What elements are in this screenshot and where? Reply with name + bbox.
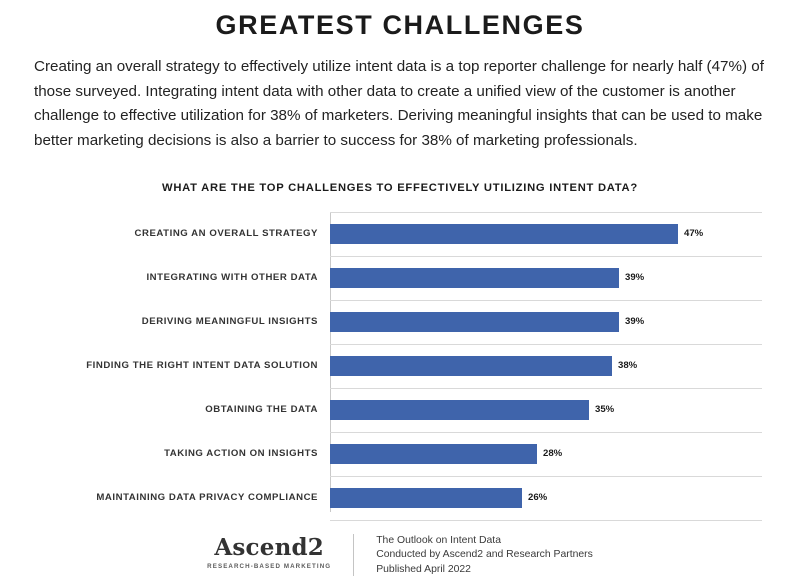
chart-bar-area bbox=[330, 388, 800, 432]
chart-category-label: INTEGRATING WITH OTHER DATA bbox=[146, 272, 318, 283]
footer-line-3: Published April 2022 bbox=[376, 564, 471, 576]
chart-bar-value: 26% bbox=[528, 492, 548, 503]
chart-bar-area bbox=[330, 256, 800, 300]
chart-category-label: OBTAINING THE DATA bbox=[205, 404, 318, 415]
chart-bar bbox=[330, 224, 678, 244]
chart-bar-area bbox=[330, 432, 800, 476]
footer-line-2: Conducted by Ascend2 and Research Partners bbox=[376, 549, 593, 561]
footer-divider bbox=[353, 534, 354, 576]
chart-row bbox=[0, 432, 800, 476]
chart-bar-value: 28% bbox=[543, 448, 563, 459]
chart-bar bbox=[330, 444, 537, 464]
chart-bar bbox=[330, 488, 522, 508]
chart-row bbox=[0, 344, 800, 388]
chart-row bbox=[0, 300, 800, 344]
chart-row bbox=[0, 388, 800, 432]
page-title: GREATEST CHALLENGES bbox=[215, 10, 585, 40]
chart-row bbox=[0, 256, 800, 300]
bar-chart bbox=[0, 212, 800, 512]
chart-bar-area bbox=[330, 300, 800, 344]
chart-bar bbox=[330, 400, 589, 420]
chart-category-label: FINDING THE RIGHT INTENT DATA SOLUTION bbox=[86, 360, 318, 371]
footer-credits bbox=[376, 532, 593, 578]
chart-bar-value: 38% bbox=[618, 360, 638, 371]
intro-paragraph: Creating an overall strategy to effectively utilize intent data is a top reporter challenge for nearly half (47%) of those surveyed. Integrating intent data with other data to create a unified view of the customer is another challenge to effective utilization for 38% of marketers. Deriving meaningful insights that can be used to make better marketing decisions is also a barrier to success for 38% of marketing professionals. bbox=[34, 58, 764, 149]
footer bbox=[0, 532, 800, 578]
chart-bar-value: 39% bbox=[625, 316, 645, 327]
chart-row bbox=[0, 212, 800, 256]
chart-title: WHAT ARE THE TOP CHALLENGES TO EFFECTIVELY UTILIZING INTENT DATA? bbox=[162, 181, 638, 194]
logo-wordmark: Ascend2 bbox=[214, 533, 324, 561]
chart-category-label: DERIVING MEANINGFUL INSIGHTS bbox=[141, 316, 318, 327]
chart-category-label: CREATING AN OVERALL STRATEGY bbox=[134, 228, 318, 239]
chart-bar-area bbox=[330, 476, 800, 520]
ascend2-logo bbox=[207, 532, 331, 570]
footer-line-1: The Outlook on Intent Data bbox=[376, 534, 501, 546]
chart-bar-value: 47% bbox=[684, 228, 704, 239]
chart-bar bbox=[330, 312, 619, 332]
chart-bar-area bbox=[330, 344, 800, 388]
chart-category-label: MAINTAINING DATA PRIVACY COMPLIANCE bbox=[96, 492, 318, 503]
chart-bar-area bbox=[330, 212, 800, 256]
chart-row bbox=[0, 476, 800, 520]
chart-bar-value: 39% bbox=[625, 272, 645, 283]
chart-category-label: TAKING ACTION ON INSIGHTS bbox=[164, 448, 318, 459]
chart-rows bbox=[0, 212, 800, 520]
chart-bar bbox=[330, 356, 612, 376]
gridline bbox=[330, 520, 762, 521]
chart-bar-value: 35% bbox=[595, 404, 615, 415]
logo-tagline: RESEARCH-BASED MARKETING bbox=[207, 562, 332, 570]
chart-bar bbox=[330, 268, 619, 288]
